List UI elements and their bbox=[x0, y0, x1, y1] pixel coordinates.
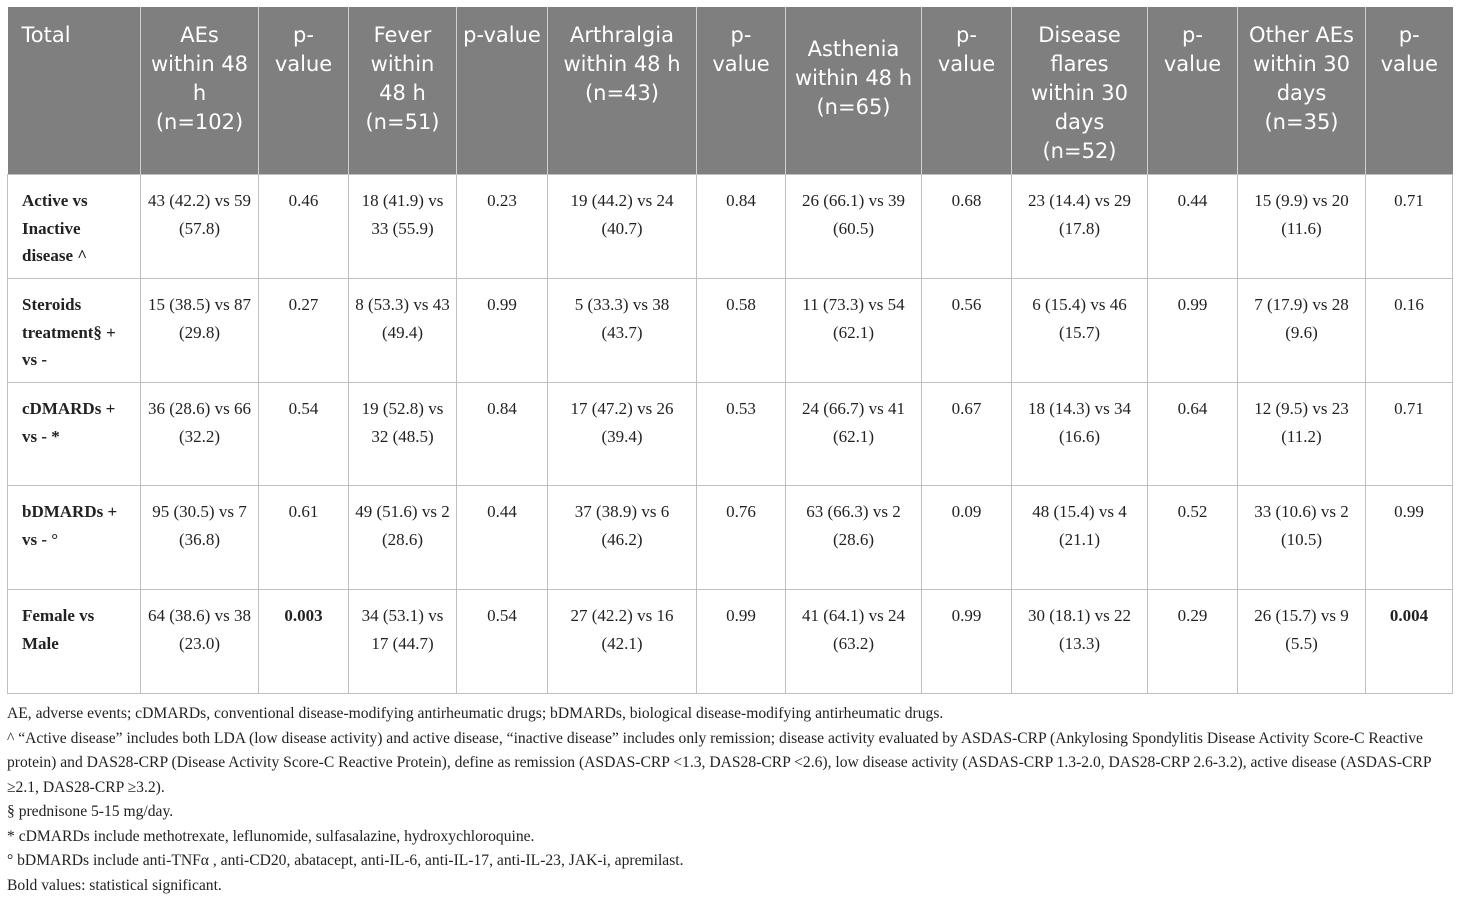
table-cell: 8 (53.3) vs 43 (49.4) bbox=[349, 279, 457, 383]
p-value-cell: 0.58 bbox=[697, 279, 786, 383]
header-cell: Fever within 48 h (n=51) bbox=[349, 7, 457, 175]
header-cell: Asthenia within 48 h (n=65) bbox=[786, 7, 922, 175]
table-cell: 12 (9.5) vs 23 (11.2) bbox=[1238, 383, 1366, 486]
footnote: Bold values: statistical significant. bbox=[7, 876, 222, 894]
p-value-cell: 0.16 bbox=[1366, 279, 1453, 383]
p-value-cell: 0.71 bbox=[1366, 175, 1453, 279]
table-cell: 30 (18.1) vs 22 (13.3) bbox=[1012, 590, 1148, 694]
table-cell: 18 (41.9) vs 33 (55.9) bbox=[349, 175, 457, 279]
footnote: AE, adverse events; cDMARDs, conventional disease-modifying antirheumatic drugs; bDMARDs, biological disease-modifying antirheumatic drugs. bbox=[7, 705, 944, 722]
results-table bbox=[7, 7, 1453, 694]
p-value-cell: 0.52 bbox=[1148, 486, 1238, 590]
table-cell: 18 (14.3) vs 34 (16.6) bbox=[1012, 383, 1148, 486]
p-value-cell: 0.99 bbox=[697, 590, 786, 694]
p-value-cell: 0.23 bbox=[457, 175, 548, 279]
table-row bbox=[8, 486, 1453, 590]
header-cell: Total bbox=[8, 7, 141, 175]
p-value-cell: 0.61 bbox=[259, 486, 349, 590]
header-cell: Arthralgia within 48 h (n=43) bbox=[548, 7, 697, 175]
header-cell: p-value bbox=[922, 7, 1012, 175]
table-cell: 5 (33.3) vs 38 (43.7) bbox=[548, 279, 697, 383]
p-value-cell: 0.99 bbox=[457, 279, 548, 383]
footnote: § prednisone 5-15 mg/day. bbox=[7, 803, 174, 820]
row-label: bDMARDs + vs - ° bbox=[8, 486, 141, 590]
p-value-cell: 0.56 bbox=[922, 279, 1012, 383]
p-value-cell: 0.44 bbox=[457, 486, 548, 590]
table-cell: 15 (9.9) vs 20 (11.6) bbox=[1238, 175, 1366, 279]
p-value-cell: 0.99 bbox=[1366, 486, 1453, 590]
table-footnotes bbox=[7, 702, 1452, 898]
header-cell: p-value bbox=[259, 7, 349, 175]
header-cell: Other AEs within 30 days (n=35) bbox=[1238, 7, 1366, 175]
table-cell: 15 (38.5) vs 87 (29.8) bbox=[141, 279, 259, 383]
p-value-cell: 0.64 bbox=[1148, 383, 1238, 486]
p-value-cell: 0.53 bbox=[697, 383, 786, 486]
table-container bbox=[7, 7, 1452, 898]
header-cell: p-value bbox=[697, 7, 786, 175]
header-cell: p-value bbox=[457, 7, 548, 175]
table-cell: 7 (17.9) vs 28 (9.6) bbox=[1238, 279, 1366, 383]
table-cell: 26 (66.1) vs 39 (60.5) bbox=[786, 175, 922, 279]
p-value-cell-significant: 0.003 bbox=[259, 590, 349, 694]
p-value-cell: 0.67 bbox=[922, 383, 1012, 486]
p-value-cell: 0.27 bbox=[259, 279, 349, 383]
p-value-cell: 0.99 bbox=[1148, 279, 1238, 383]
table-cell: 49 (51.6) vs 2 (28.6) bbox=[349, 486, 457, 590]
header-cell: p-value bbox=[1148, 7, 1238, 175]
p-value-cell: 0.54 bbox=[259, 383, 349, 486]
table-cell: 37 (38.9) vs 6 (46.2) bbox=[548, 486, 697, 590]
p-value-cell: 0.54 bbox=[457, 590, 548, 694]
header-cell: p-value bbox=[1366, 7, 1453, 175]
header-cell: Disease flares within 30 days (n=52) bbox=[1012, 7, 1148, 175]
p-value-cell: 0.68 bbox=[922, 175, 1012, 279]
p-value-cell: 0.46 bbox=[259, 175, 349, 279]
table-cell: 26 (15.7) vs 9 (5.5) bbox=[1238, 590, 1366, 694]
row-label: Female vs Male bbox=[8, 590, 141, 694]
footnote: ° bDMARDs include anti-TNFα , anti-CD20, abatacept, anti-IL-6, anti-IL-17, anti-IL-23, JAK-i, apremilast. bbox=[7, 852, 684, 869]
header-row bbox=[8, 7, 1453, 175]
table-cell: 41 (64.1) vs 24 (63.2) bbox=[786, 590, 922, 694]
table-cell: 63 (66.3) vs 2 (28.6) bbox=[786, 486, 922, 590]
table-cell: 48 (15.4) vs 4 (21.1) bbox=[1012, 486, 1148, 590]
p-value-cell: 0.71 bbox=[1366, 383, 1453, 486]
table-cell: 36 (28.6) vs 66 (32.2) bbox=[141, 383, 259, 486]
p-value-cell: 0.84 bbox=[457, 383, 548, 486]
p-value-cell: 0.29 bbox=[1148, 590, 1238, 694]
table-cell: 33 (10.6) vs 2 (10.5) bbox=[1238, 486, 1366, 590]
table-cell: 6 (15.4) vs 46 (15.7) bbox=[1012, 279, 1148, 383]
table-cell: 64 (38.6) vs 38 (23.0) bbox=[141, 590, 259, 694]
p-value-cell-significant: 0.004 bbox=[1366, 590, 1453, 694]
table-cell: 43 (42.2) vs 59 (57.8) bbox=[141, 175, 259, 279]
table-cell: 95 (30.5) vs 7 (36.8) bbox=[141, 486, 259, 590]
p-value-cell: 0.44 bbox=[1148, 175, 1238, 279]
header-cell: AEs within 48 h (n=102) bbox=[141, 7, 259, 175]
table-cell: 23 (14.4) vs 29 (17.8) bbox=[1012, 175, 1148, 279]
table-cell: 11 (73.3) vs 54 (62.1) bbox=[786, 279, 922, 383]
table-row bbox=[8, 279, 1453, 383]
table-cell: 19 (52.8) vs 32 (48.5) bbox=[349, 383, 457, 486]
footnote: * cDMARDs include methotrexate, leflunomide, sulfasalazine, hydroxychloroquine. bbox=[7, 827, 535, 845]
table-row bbox=[8, 590, 1453, 694]
table-cell: 19 (44.2) vs 24 (40.7) bbox=[548, 175, 697, 279]
table-cell: 17 (47.2) vs 26 (39.4) bbox=[548, 383, 697, 486]
p-value-cell: 0.84 bbox=[697, 175, 786, 279]
row-label: Steroids treatment§ + vs - bbox=[8, 279, 141, 383]
row-label: Active vs Inactive disease ^ bbox=[8, 175, 141, 279]
table-cell: 27 (42.2) vs 16 (42.1) bbox=[548, 590, 697, 694]
footnote: ^ “Active disease” includes both LDA (low disease activity) and active disease, “inactive disease” includes only remission; disease activity evaluated by ASDAS-CRP (Ankylosing Spondylitis Disease Activity Score-C Reactive protein) and DAS28-CRP (Disease Activity Score-C Reactive Protein), define as remission (ASDAS-CRP <1.3, DAS28-CRP <2.6), low disease activity (ASDAS-CRP 1.3-2.0, DAS28-CRP 2.6-3.2), active disease (ASDAS-CRP ≥2.1, DAS28-CRP ≥3.2). bbox=[7, 729, 1431, 796]
row-label: cDMARDs + vs - * bbox=[8, 383, 141, 486]
table-cell: 34 (53.1) vs 17 (44.7) bbox=[349, 590, 457, 694]
p-value-cell: 0.99 bbox=[922, 590, 1012, 694]
table-row bbox=[8, 175, 1453, 279]
table-row bbox=[8, 383, 1453, 486]
table-cell: 24 (66.7) vs 41 (62.1) bbox=[786, 383, 922, 486]
p-value-cell: 0.76 bbox=[697, 486, 786, 590]
p-value-cell: 0.09 bbox=[922, 486, 1012, 590]
